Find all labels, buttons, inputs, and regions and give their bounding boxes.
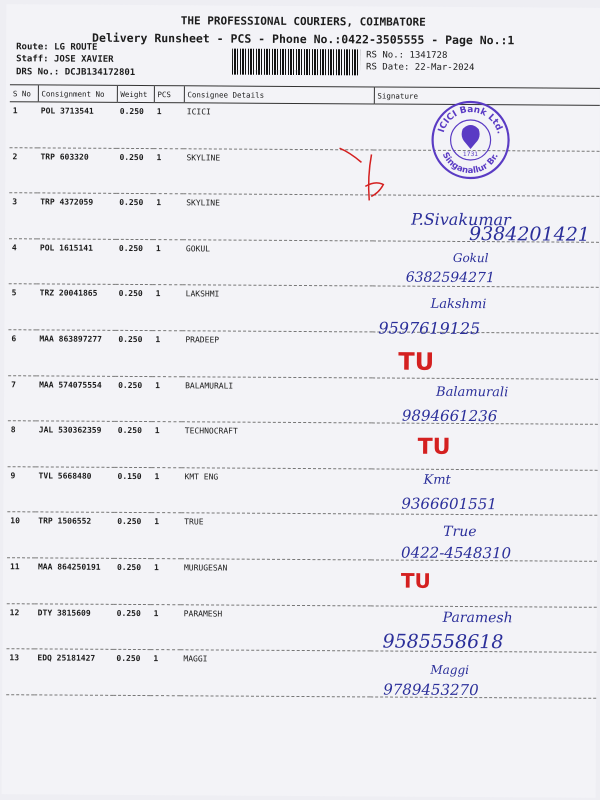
consignment-cell: JAL 530362359 xyxy=(36,421,115,467)
pcs-cell: 1 xyxy=(152,422,182,468)
col-consignment-header: Consignment No xyxy=(38,85,117,102)
runsheet-page xyxy=(2,4,600,798)
pcs-cell: 1 xyxy=(153,194,183,240)
consignment-cell: TRP 603320 xyxy=(37,147,116,193)
weight-cell: 0.250 xyxy=(114,558,151,604)
sno-cell: 10 xyxy=(7,512,35,558)
weight-cell: 0.250 xyxy=(115,330,152,376)
weight-cell: 0.250 xyxy=(115,422,152,468)
handwriting-gokul: Gokul xyxy=(452,250,489,266)
col-sno-header: S No xyxy=(10,85,38,102)
consignment-cell: MAA 574075554 xyxy=(36,375,115,421)
handwriting-phone-1: 9384201421 xyxy=(468,223,590,246)
handwriting-phone-7: 9585558618 xyxy=(382,630,504,654)
handwriting-phone-3: 9597619125 xyxy=(378,318,481,339)
stamp-code: 1731 xyxy=(462,150,479,159)
consignment-cell: MAA 864250191 xyxy=(35,558,114,604)
staff-label: Staff: JOSE XAVIER xyxy=(16,54,114,65)
handwriting-true: True xyxy=(443,523,477,541)
handwriting-phone-8: 9789453270 xyxy=(383,680,479,700)
consignee-cell: SKYLINE xyxy=(183,194,373,241)
consignee-cell: MURUGESAN xyxy=(181,559,371,606)
col-signature-header: Signature xyxy=(374,87,600,105)
handwriting-phone-4: 9894661236 xyxy=(401,406,498,426)
pcs-cell: 1 xyxy=(151,467,181,513)
weight-cell: 0.250 xyxy=(117,102,154,148)
pcs-cell: 1 xyxy=(151,513,181,559)
sno-cell: 4 xyxy=(9,238,37,284)
sno-cell: 7 xyxy=(8,375,36,421)
sno-cell: 6 xyxy=(8,330,36,376)
company-title: THE PROFESSIONAL COURIERS, COIMBATORE xyxy=(180,14,426,29)
pcs-cell: 1 xyxy=(150,650,180,696)
table-row xyxy=(8,375,598,424)
pcs-cell: 1 xyxy=(154,103,184,149)
col-consignee-header: Consignee Details xyxy=(184,86,374,104)
weight-cell: 0.250 xyxy=(116,194,153,240)
barcode xyxy=(232,49,360,76)
bank-stamp xyxy=(429,99,511,181)
consignment-cell: TRP 1506552 xyxy=(35,512,114,558)
pcs-cell: 1 xyxy=(150,604,180,650)
handwriting-maggi: Maggi xyxy=(430,662,470,678)
stamp-top-text: ICICI Bank Ltd. xyxy=(436,104,505,136)
consignee-cell: GOKUL xyxy=(183,240,373,287)
consignee-cell: TRUE xyxy=(181,513,371,560)
sno-cell: 3 xyxy=(9,193,37,239)
handwriting-tu-2: TU xyxy=(417,434,451,460)
table-row xyxy=(8,421,598,470)
table-row xyxy=(7,558,597,607)
consignee-cell: PRADEEP xyxy=(182,331,372,378)
consignee-cell: KMT ENG xyxy=(181,468,371,515)
weight-cell: 0.250 xyxy=(116,239,153,285)
weight-cell: 0.150 xyxy=(114,467,151,513)
weight-cell: 0.250 xyxy=(113,649,150,695)
sno-cell: 1 xyxy=(10,102,38,148)
consignment-cell: EDQ 25181427 xyxy=(34,649,113,695)
table-row xyxy=(8,284,598,333)
consignment-cell: TRZ 20041865 xyxy=(36,284,115,330)
weight-cell: 0.250 xyxy=(115,285,152,331)
weight-cell: 0.250 xyxy=(115,376,152,422)
handwriting-lakshmi: Lakshmi xyxy=(430,296,487,313)
consignment-cell: DTY 3815609 xyxy=(34,603,113,649)
handwriting-sivakumar: P.Sivakumar xyxy=(411,209,511,230)
handwriting-tu-1: TU xyxy=(398,347,435,376)
table-row xyxy=(8,330,598,379)
consignment-cell: POL 3713541 xyxy=(38,102,117,148)
consignment-cell: TRP 4372059 xyxy=(37,193,116,239)
stamp-bottom-text: Singanallur Br. xyxy=(439,150,501,177)
signature-cell xyxy=(372,423,598,470)
consignment-cell: POL 1615141 xyxy=(37,239,116,285)
sno-cell: 5 xyxy=(8,284,36,330)
rs-date: RS Date: 22-Mar-2024 xyxy=(366,62,475,74)
consignee-cell: ICICI xyxy=(184,103,374,150)
route-label: Route: LG ROUTE xyxy=(16,42,98,53)
pcs-cell: 1 xyxy=(151,559,181,605)
handwriting-kmt: Kmt xyxy=(423,472,451,488)
consignment-cell: MAA 863897277 xyxy=(36,330,115,376)
table-row xyxy=(9,238,599,287)
consignment-cell: TVL 5668480 xyxy=(35,467,114,513)
consignee-cell: PARAMESH xyxy=(180,604,370,651)
runsheet-subtitle: Delivery Runsheet - PCS - Phone No.:0422-3505555 - Page No.:1 xyxy=(92,30,515,48)
rs-number: RS No.: 1341728 xyxy=(366,50,448,61)
consignee-cell: SKYLINE xyxy=(183,148,373,195)
sno-cell: 2 xyxy=(9,147,37,193)
table-row xyxy=(6,649,596,698)
pcs-cell: 1 xyxy=(152,331,182,377)
pcs-cell: 1 xyxy=(153,239,183,285)
weight-cell: 0.250 xyxy=(113,604,150,650)
handwriting-phone-5: 9366601551 xyxy=(401,494,497,514)
col-weight-header: Weight xyxy=(117,85,154,102)
consignee-cell: TECHNOCRAFT xyxy=(182,422,372,469)
pcs-cell: 1 xyxy=(152,376,182,422)
sno-cell: 9 xyxy=(7,466,35,512)
pcs-cell: 1 xyxy=(152,285,182,331)
sno-cell: 13 xyxy=(6,649,34,695)
handwriting-paramesh: Paramesh xyxy=(442,609,513,627)
handwriting-phone-6: 0422-4548310 xyxy=(401,543,512,563)
red-pen-mark xyxy=(335,142,395,212)
consignee-cell: LAKSHMI xyxy=(182,285,372,332)
sno-cell: 8 xyxy=(8,421,36,467)
weight-cell: 0.250 xyxy=(114,513,151,559)
consignee-cell: MAGGI xyxy=(180,650,370,697)
handwriting-phone-2: 6382594271 xyxy=(405,269,495,287)
weight-cell: 0.250 xyxy=(116,148,153,194)
handwriting-tu-3: TU xyxy=(400,568,431,593)
col-pcs-header: PCS xyxy=(154,86,184,103)
table-row xyxy=(7,466,597,515)
drs-number: DRS No.: DCJB134172801 xyxy=(15,67,136,78)
sno-cell: 12 xyxy=(6,603,34,649)
handwriting-balamurali: Balamurali xyxy=(436,384,509,401)
pcs-cell: 1 xyxy=(153,148,183,194)
sno-cell: 11 xyxy=(7,558,35,604)
consignee-cell: BALAMURALI xyxy=(182,376,372,423)
